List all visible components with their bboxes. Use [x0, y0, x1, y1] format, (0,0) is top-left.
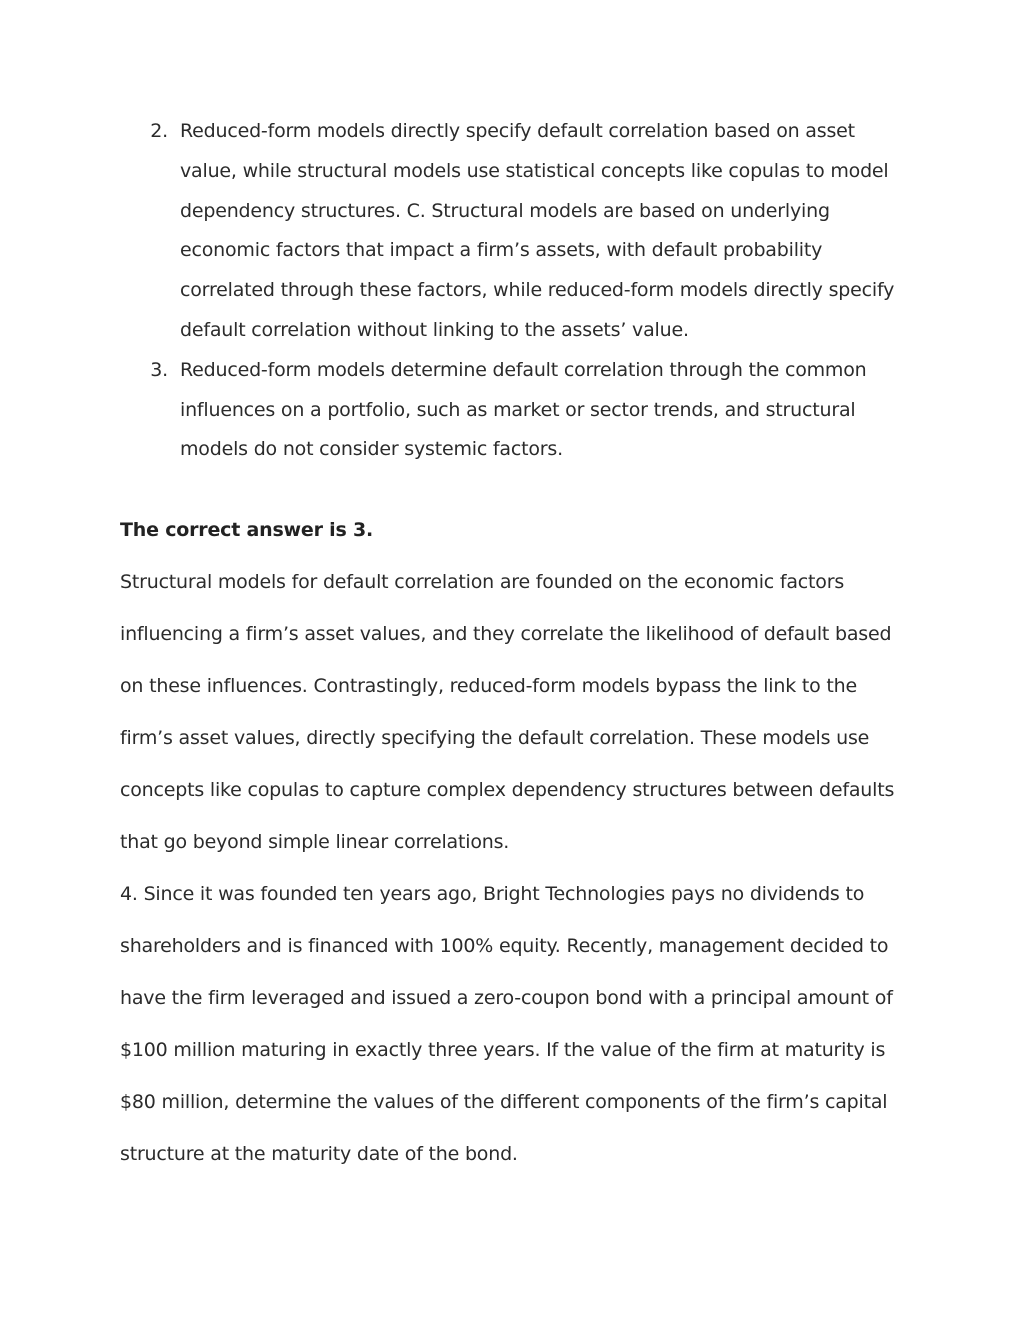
option-item-3: [120, 351, 910, 470]
option-number: 3.: [150, 358, 168, 381]
option-item-2: [120, 112, 910, 351]
option-text: Reduced-form models directly specify default correlation based on asset value, while structural models use statistical concepts like copulas to model dependency structures. C. Structural models are based on underlying economic factors that impact a firm’s assets, with default probability correlated through these factors, while reduced-form models directly specify default correlation without linking to the assets’ value.: [180, 120, 895, 341]
answer-options-list: [120, 112, 910, 470]
option-text: Reduced-form models determine default correlation through the common influences on a portfolio, such as market or sector trends, and structural models do not consider systemic factors.: [180, 358, 867, 461]
option-number: 2.: [150, 120, 168, 142]
correct-answer-heading: The correct answer is 3.: [120, 519, 374, 541]
question-paragraph: 4. Since it was founded ten years ago, Bright Technologies pays no dividends to shareholders and is financed with 100% equity. Recently, management decided to have the firm leveraged and issued a zero-coupon bond with a principal amount of $100 million maturing in exactly three years. If the value of the firm at maturity is $80 million, determine the values of the different components of the firm’s capital structure at the maturity date of the bond.: [120, 883, 893, 1165]
explanation-paragraph: Structural models for default correlation are founded on the economic factors influencing a firm’s asset values, and they correlate the likelihood of default based on these influences. Contrastingly, reduced-form models bypass the link to the firm’s asset values, directly specifying the default correlation. These models use concepts like copulas to capture complex dependency structures between defaults that go beyond simple linear correlations.: [120, 571, 895, 853]
